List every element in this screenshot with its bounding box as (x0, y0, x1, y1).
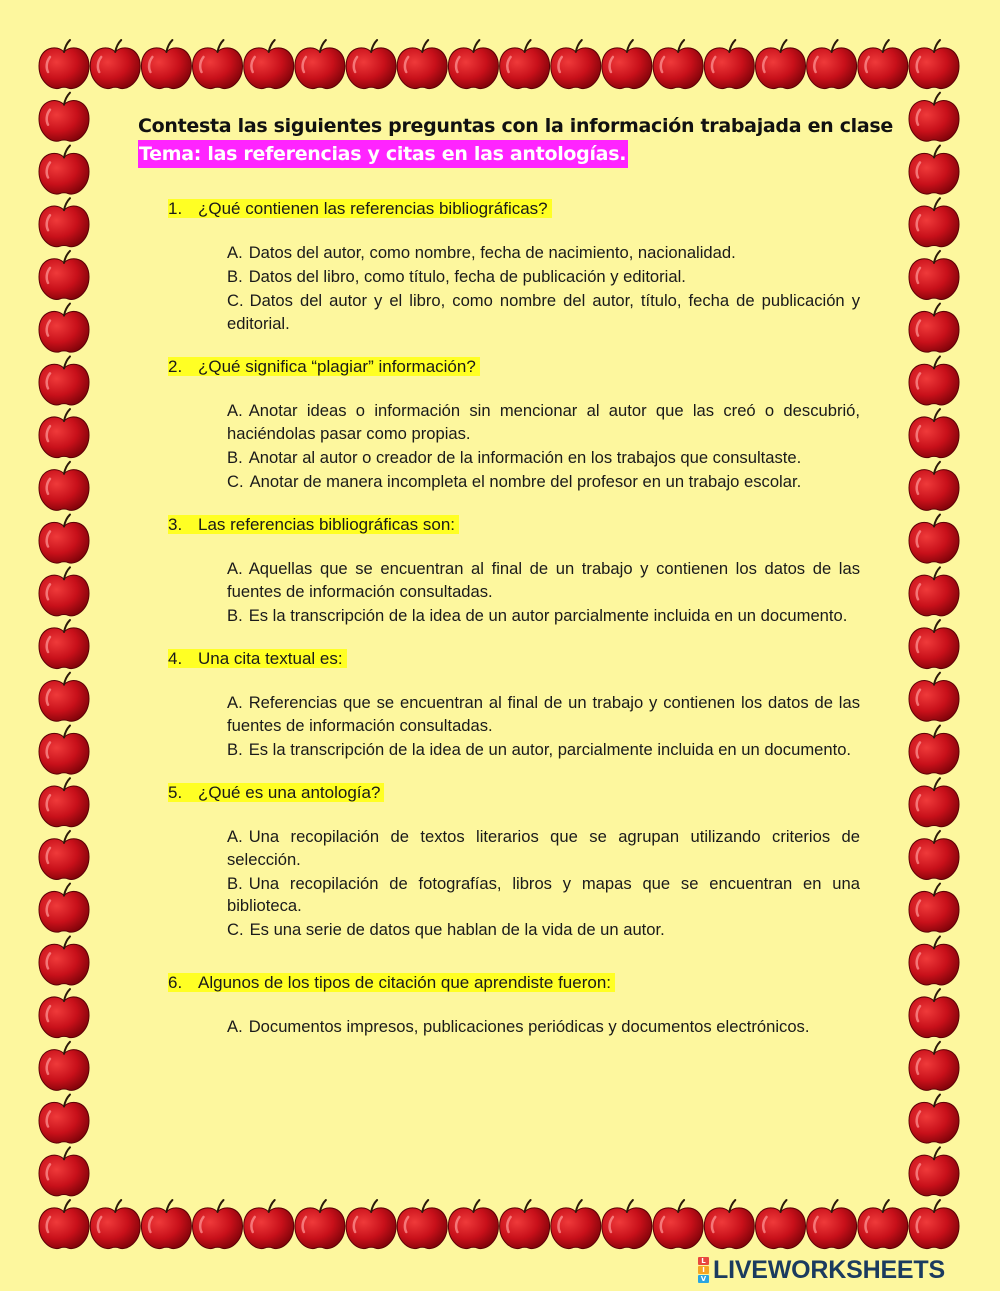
apple-icon (909, 198, 959, 247)
apple-icon (500, 1200, 550, 1249)
option-list (227, 692, 860, 761)
apple-icon (39, 1095, 89, 1144)
question-label (168, 783, 384, 802)
apple-icon (39, 936, 89, 985)
apple-icon (39, 1147, 89, 1196)
apple-icon (653, 1200, 703, 1249)
apple-icon (909, 1200, 959, 1249)
question-number: 6. (168, 972, 183, 992)
apple-icon (602, 40, 652, 89)
apple-icon (858, 40, 908, 89)
option-a[interactable]: A. Referencias que se encuentran al final de un trabajo y contienen los datos de las fuentes de información consultadas. (227, 693, 860, 735)
option-a[interactable]: A. Datos del autor, como nombre, fecha de nacimiento, nacionalidad. (227, 243, 736, 262)
apple-icon (909, 1095, 959, 1144)
apple-icon (39, 726, 89, 775)
option-a[interactable]: A. Aquellas que se encuentran al final de un trabajo y contienen los datos de las fuentes de información consultadas. (227, 559, 860, 601)
apple-icon (141, 1200, 191, 1249)
question-text: ¿Qué es una antología? (198, 783, 381, 802)
apple-icon (551, 1200, 601, 1249)
question-label (168, 199, 552, 218)
apple-icon (909, 40, 959, 89)
apple-icon (39, 198, 89, 247)
apple-icon (39, 567, 89, 616)
option-a[interactable]: A. Documentos impresos, publicaciones periódicas y documentos electrónicos. (227, 1016, 810, 1036)
question-label (168, 515, 459, 534)
apple-icon (39, 356, 89, 405)
apple-icon (909, 989, 959, 1038)
question-text: Una cita textual es: (198, 649, 343, 668)
apple-icon (39, 304, 89, 353)
question-5 (138, 781, 860, 942)
option-c[interactable]: C. Datos del autor y el libro, como nombre del autor, título, fecha de publicación y editorial. (227, 291, 860, 333)
question-4 (138, 647, 860, 761)
option-b[interactable]: B. Es la transcripción de la idea de un autor parcialmente incluida en un documento. (227, 605, 848, 625)
instruction-heading: Contesta las siguientes preguntas con la información trabajada en clase (138, 115, 893, 137)
apple-icon (397, 1200, 447, 1249)
apple-icon (858, 1200, 908, 1249)
apple-icon (704, 40, 754, 89)
apple-icon (39, 462, 89, 511)
question-label (168, 649, 347, 668)
apple-icon (653, 40, 703, 89)
question-text: ¿Qué significa “plagiar” información? (198, 357, 476, 376)
apple-icon (909, 462, 959, 511)
apple-icon (909, 515, 959, 564)
question-1 (138, 197, 860, 335)
apple-icon (909, 409, 959, 458)
question-6 (138, 971, 860, 1039)
apple-icon (39, 989, 89, 1038)
apple-icon (39, 620, 89, 669)
apple-icon (756, 1200, 806, 1249)
apple-icon (500, 40, 550, 89)
apple-icon (193, 40, 243, 89)
apple-icon (909, 936, 959, 985)
logo-text: LIVEWORKSHEETS (713, 1255, 945, 1284)
apple-icon (448, 40, 498, 89)
apple-icon (909, 1042, 959, 1091)
apple-icon (909, 620, 959, 669)
apple-icon (448, 1200, 498, 1249)
apple-icon (295, 1200, 345, 1249)
question-number: 2. (168, 357, 183, 376)
question-number: 4. (168, 649, 183, 668)
option-b[interactable]: B. Una recopilación de fotografías, libros y mapas que se encuentran en una biblioteca. (227, 873, 860, 915)
apple-icon (90, 40, 140, 89)
apple-icon (807, 1200, 857, 1249)
apple-icon (909, 884, 959, 933)
apple-icon (909, 356, 959, 405)
apple-icon (39, 778, 89, 827)
apple-icon (397, 40, 447, 89)
apple-icon (193, 1200, 243, 1249)
apple-icon (39, 251, 89, 300)
question-label (168, 357, 480, 376)
question-text: ¿Qué contienen las referencias bibliográficas? (198, 199, 548, 218)
option-a[interactable]: A. Una recopilación de textos literarios que se agrupan utilizando criterios de selección. (227, 827, 860, 869)
apple-icon (551, 40, 601, 89)
question-text: Algunos de los tipos de citación que aprendiste fueron: (198, 972, 611, 992)
apple-icon (807, 40, 857, 89)
apple-icon (909, 778, 959, 827)
apple-icon (244, 1200, 294, 1249)
worksheet-content (138, 112, 893, 1040)
apple-icon (39, 40, 89, 89)
apple-icon (909, 673, 959, 722)
topic-heading: Tema: las referencias y citas en las antologías. (138, 140, 628, 168)
apple-icon (909, 567, 959, 616)
question-3 (138, 513, 860, 627)
option-c[interactable]: C. Anotar de manera incompleta el nombre del profesor en un trabajo escolar. (227, 471, 802, 491)
apple-icon (39, 673, 89, 722)
apple-icon (39, 884, 89, 933)
apple-icon (39, 831, 89, 880)
option-list (227, 400, 860, 493)
question-label (168, 973, 615, 992)
apple-icon (141, 40, 191, 89)
apple-icon (909, 1147, 959, 1196)
question-number: 1. (168, 199, 183, 218)
apple-icon (39, 93, 89, 142)
question-number: 3. (168, 515, 183, 534)
option-list (227, 1016, 860, 1039)
apple-icon (346, 1200, 396, 1249)
question-2 (138, 355, 860, 493)
option-list (227, 826, 860, 942)
apple-icon (346, 40, 396, 89)
option-b[interactable]: B. Anotar al autor o creador de la información en los trabajos que consultaste. (227, 447, 802, 467)
apple-icon (90, 1200, 140, 1249)
apple-icon (909, 93, 959, 142)
option-c[interactable]: C. Es una serie de datos que hablan de la vida de un autor. (227, 920, 665, 939)
apple-icon (39, 409, 89, 458)
option-list (227, 558, 860, 627)
apple-icon (909, 146, 959, 195)
apple-icon (909, 726, 959, 775)
apple-icon (909, 304, 959, 353)
question-text: Las referencias bibliográficas son: (198, 515, 456, 534)
apple-icon (295, 40, 345, 89)
option-b[interactable]: B. Es la transcripción de la idea de un autor, parcialmente incluida en un documento. (227, 739, 852, 759)
option-a[interactable]: A. Anotar ideas o información sin mencionar al autor que las creó o descubrió, haciéndolas pasar como propias. (227, 401, 860, 443)
apple-icon (39, 146, 89, 195)
apple-icon (39, 515, 89, 564)
apple-icon (39, 1200, 89, 1249)
apple-icon (909, 251, 959, 300)
option-list (227, 242, 860, 335)
apple-icon (704, 1200, 754, 1249)
liveworksheets-logo[interactable] (698, 1256, 945, 1284)
apple-icon (244, 40, 294, 89)
question-number: 5. (168, 783, 183, 802)
apple-icon (909, 831, 959, 880)
logo-badge-icon: L I V (698, 1257, 709, 1283)
apple-icon (39, 1042, 89, 1091)
apple-icon (602, 1200, 652, 1249)
option-b[interactable]: B. Datos del libro, como título, fecha de publicación y editorial. (227, 267, 686, 286)
apple-icon (756, 40, 806, 89)
